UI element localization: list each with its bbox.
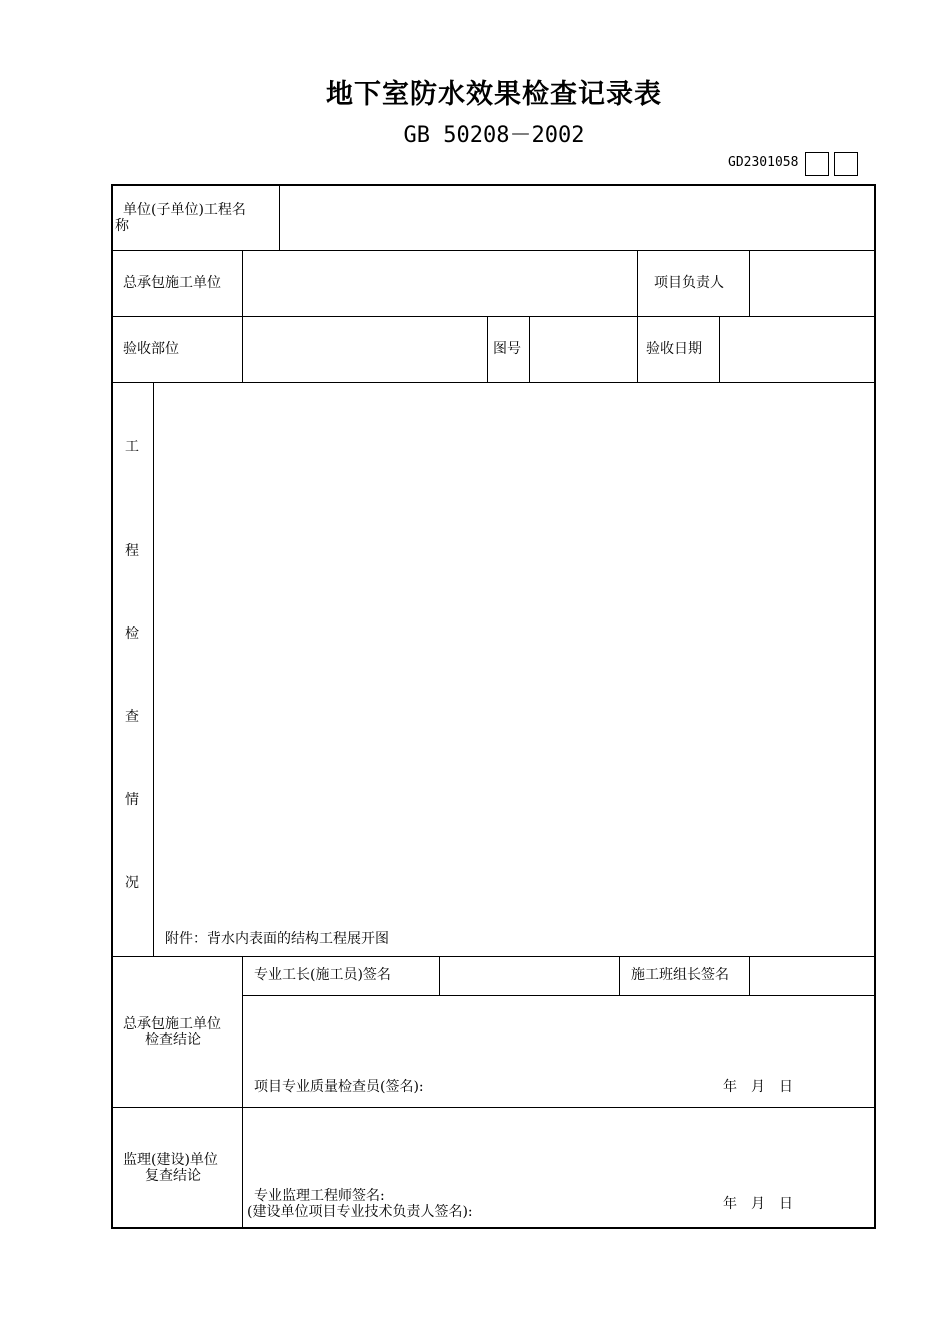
project-manager-field[interactable]	[751, 252, 873, 315]
foreman-signature-field[interactable]	[441, 958, 618, 994]
acceptance-date-label: 验收日期	[646, 341, 702, 357]
column-divider	[242, 250, 243, 382]
column-divider	[619, 956, 620, 995]
contractor-conclusion-label: 总承包施工单位	[123, 1016, 221, 1032]
column-divider	[242, 956, 243, 1227]
owner-technical-lead-signature-label: (建设单位项目专业技术负责人签名):	[247, 1204, 473, 1220]
acceptance-part-field[interactable]	[244, 318, 486, 381]
row-divider	[113, 382, 874, 383]
serial-box-2[interactable]	[834, 152, 858, 176]
inspection-side-label-char: 程	[125, 543, 139, 559]
inspection-side-label-char: 情	[125, 792, 139, 808]
inspection-side-label-char: 检	[125, 626, 139, 642]
attachment-note: 附件：背水内表面的结构工程展开图	[165, 931, 389, 947]
quality-inspector-signature-label: 项目专业质量检查员(签名):	[254, 1079, 424, 1095]
team-leader-signature-field[interactable]	[751, 958, 873, 994]
row-divider	[113, 1107, 874, 1108]
inspection-details-field[interactable]	[155, 384, 873, 924]
column-divider	[749, 250, 750, 316]
column-divider	[153, 382, 154, 956]
row-divider	[113, 250, 874, 251]
supervision-date: 年 月 日	[723, 1196, 793, 1212]
contractor-date: 年 月 日	[723, 1079, 793, 1095]
form-table	[111, 184, 876, 1229]
serial-box-1[interactable]	[805, 152, 829, 176]
team-leader-signature-label: 施工班组长签名	[631, 967, 729, 983]
project-name-label: 单位(子单位)工程名	[123, 202, 246, 218]
contractor-conclusion-label-line2: 检查结论	[145, 1032, 201, 1048]
column-divider	[487, 316, 488, 382]
column-divider	[529, 316, 530, 382]
contractor-label: 总承包施工单位	[123, 275, 221, 291]
standard-number: GB 50208－2002	[403, 123, 585, 148]
form-title: 地下室防水效果检查记录表	[326, 79, 662, 110]
drawing-no-field[interactable]	[531, 318, 636, 381]
supervision-conclusion-field[interactable]	[244, 1109, 873, 1184]
supervising-engineer-signature-label: 专业监理工程师签名:	[254, 1188, 385, 1204]
acceptance-part-label: 验收部位	[123, 341, 179, 357]
inspection-side-label-char: 况	[125, 875, 139, 891]
project-name-field[interactable]	[281, 187, 873, 249]
column-divider	[439, 956, 440, 995]
inspection-side-label-char: 查	[125, 709, 139, 725]
contractor-field[interactable]	[244, 252, 636, 315]
supervision-conclusion-label: 监理(建设)单位	[123, 1152, 218, 1168]
row-divider	[242, 995, 874, 996]
supervision-conclusion-label-line2: 复查结论	[145, 1168, 201, 1184]
inspection-side-label-char: 工	[125, 439, 139, 455]
drawing-no-label: 图号	[493, 341, 521, 357]
column-divider	[749, 956, 750, 995]
project-manager-label: 项目负责人	[654, 275, 724, 291]
acceptance-date-field[interactable]	[721, 318, 873, 381]
row-divider	[113, 956, 874, 957]
form-code: GD2301058	[728, 155, 799, 170]
column-divider	[279, 186, 280, 250]
project-name-label-wrap: 称	[115, 218, 129, 234]
foreman-signature-label: 专业工长(施工员)签名	[254, 967, 391, 983]
row-divider	[113, 316, 874, 317]
contractor-conclusion-field[interactable]	[244, 997, 873, 1067]
column-divider	[637, 250, 638, 382]
column-divider	[719, 316, 720, 382]
